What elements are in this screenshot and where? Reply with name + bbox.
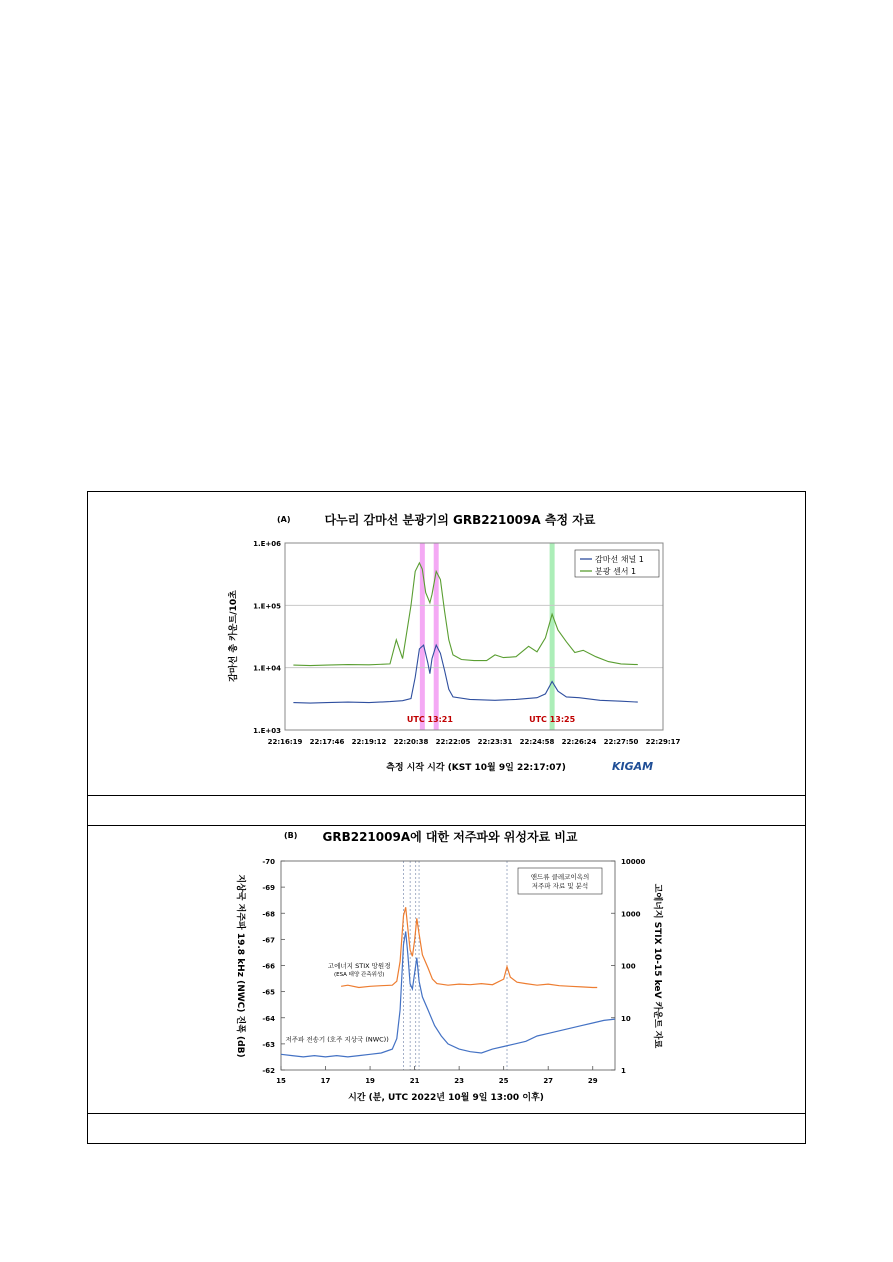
caption-a-cell <box>88 796 805 826</box>
caption-b-cell <box>88 1114 805 1143</box>
x-tick-label-a: 22:27:50 <box>603 738 639 746</box>
y-tick-label-right: 1 <box>621 1067 626 1075</box>
panel-label-b: (B) <box>284 831 298 840</box>
x-tick-label-a: 22:22:05 <box>435 738 471 746</box>
x-tick-label-b: 29 <box>587 1077 598 1085</box>
annotation-stix-sub-b: (ESA 태양 관측위성) <box>333 972 385 979</box>
y-tick-label-left: -68 <box>262 910 275 919</box>
legend-label-a: 감마선 채널 1 <box>595 555 644 564</box>
x-tick-label-a: 22:24:58 <box>519 738 555 746</box>
chart-a <box>88 492 805 794</box>
y-tick-label-a: 1.E+04 <box>253 664 281 673</box>
highlight-band-2 <box>550 543 555 730</box>
panel-label-a: (A) <box>277 515 291 524</box>
x-tick-label-a: 22:23:31 <box>477 738 513 746</box>
y-axis-label-right-b: 고에너지 STIX 10-15 keV 카운트 자료 <box>652 883 662 1049</box>
y-axis-label-left-b: 지상국 저주파 19.8 kHz (NWC) 진폭 (dB) <box>235 874 245 1058</box>
x-tick-label-b: 25 <box>498 1077 509 1085</box>
legend-label-a: 분광 센서 1 <box>595 567 637 576</box>
annotation-stix-b: 고에너지 STIX 망원경 <box>327 962 391 971</box>
legend-box-text-b: 앤드류 클레코이옥의 <box>530 873 590 881</box>
annotation-a-1: UTC 13:25 <box>529 715 576 724</box>
y-tick-label-right: 1000 <box>621 910 641 919</box>
chart-a-cell <box>88 492 805 796</box>
y-tick-label-left: -63 <box>262 1040 275 1049</box>
chart-b-cell <box>88 826 805 1114</box>
x-axis-label-a: 측정 시작 시각 (KST 10월 9일 22:17:07) <box>386 763 566 773</box>
y-axis-label-a: 감마선 총 카운트/10초 <box>229 590 239 682</box>
series-line-a-0 <box>293 645 637 703</box>
x-tick-label-b: 19 <box>365 1077 375 1085</box>
x-tick-label-b: 15 <box>276 1077 286 1085</box>
y-tick-label-left: -66 <box>262 962 275 971</box>
y-tick-label-right: 100 <box>621 962 636 971</box>
x-tick-label-a: 22:19:12 <box>351 738 387 746</box>
annotation-nwc-b: 저주파 전송기 (호주 지상국 (NWC)) <box>285 1035 389 1044</box>
x-tick-label-b: 27 <box>543 1077 554 1085</box>
x-tick-label-b: 21 <box>409 1077 420 1085</box>
chart-b-title: GRB221009A에 대한 저주파와 위성자료 비교 <box>322 830 578 844</box>
annotation-a-0: UTC 13:21 <box>406 715 453 724</box>
x-tick-label-b: 17 <box>320 1077 331 1085</box>
chart-a-title: 다누리 감마선 분광기의 GRB221009A 측정 자료 <box>324 513 596 527</box>
x-tick-label-a: 22:29:17 <box>645 738 681 746</box>
y-tick-label-left: -64 <box>262 1014 275 1023</box>
x-axis-label-b: 시간 (분, UTC 2022년 10월 9일 13:00 이후) <box>348 1093 544 1103</box>
y-tick-label-a: 1.E+03 <box>253 727 281 735</box>
x-tick-label-b: 23 <box>454 1077 465 1085</box>
figure-table <box>87 491 806 1144</box>
y-tick-label-a: 1.E+05 <box>253 602 281 611</box>
y-tick-label-right: 10000 <box>621 858 646 866</box>
series-line-a-1 <box>293 563 637 666</box>
x-tick-label-a: 22:17:46 <box>309 738 345 746</box>
x-tick-label-a: 22:16:19 <box>267 738 303 746</box>
y-tick-label-a: 1.E+06 <box>253 540 281 548</box>
y-tick-label-right: 10 <box>621 1014 631 1023</box>
legend-box-text-b: 저주파 자료 및 분석 <box>531 882 589 890</box>
kigam-logo: KIGAM <box>612 760 654 773</box>
y-tick-label-left: -70 <box>262 858 275 866</box>
y-tick-label-left: -69 <box>262 884 275 893</box>
y-tick-label-left: -65 <box>262 988 275 997</box>
y-tick-label-left: -62 <box>262 1067 275 1075</box>
x-tick-label-a: 22:26:24 <box>561 738 597 746</box>
chart-b <box>88 826 805 1112</box>
y-tick-label-left: -67 <box>262 936 275 945</box>
legend-box-b <box>518 868 602 894</box>
x-tick-label-a: 22:20:38 <box>393 738 429 746</box>
